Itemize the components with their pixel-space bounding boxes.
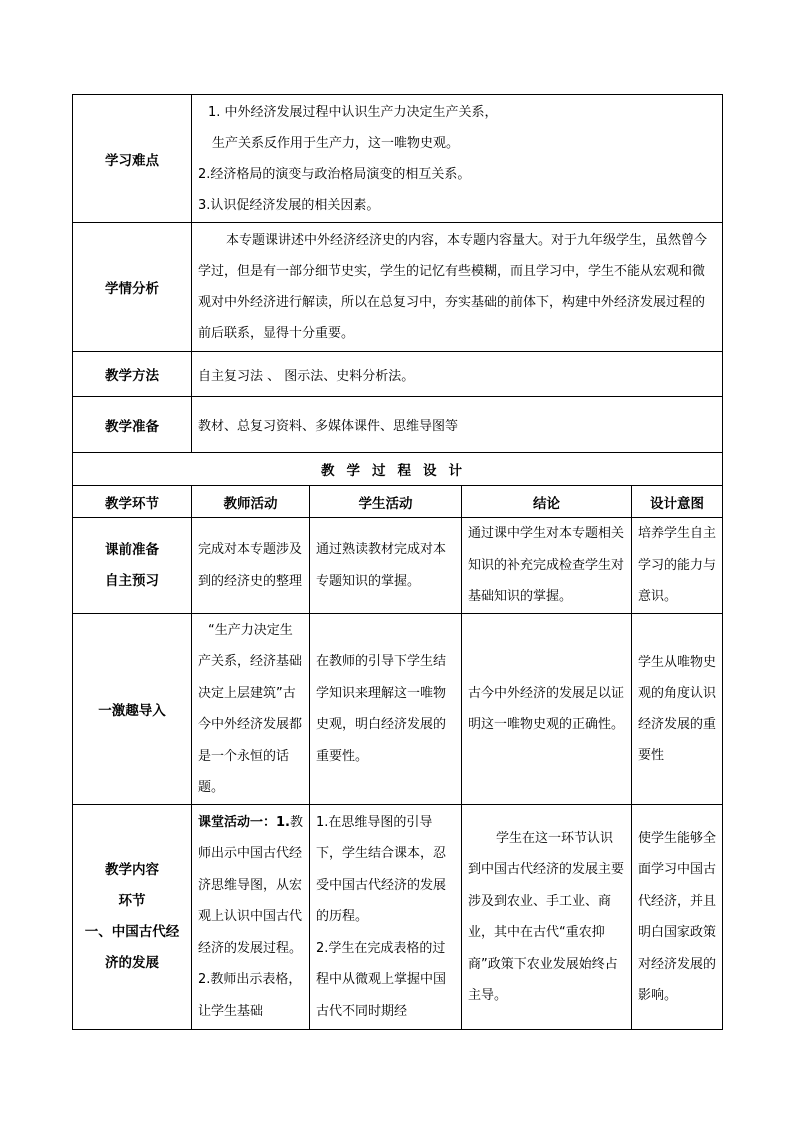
analysis-row bbox=[73, 223, 723, 352]
method-text: 自主复习法 、 图示法、史料分析法。 bbox=[192, 352, 723, 397]
conclusion: 学生在这一环节认识到中国古代经济的发展主要涉及到农业、手工业、商业，其中在古代“重农抑商”政策下农业发展始终占主导。 bbox=[462, 805, 632, 1030]
col-header-intent: 设计意图 bbox=[632, 486, 723, 518]
stage-line: 一、中国古代经 bbox=[84, 924, 180, 940]
analysis-text: 本专题课讲述中外经济经济史的内容，本专题内容量大。对于九年级学生，虽然曾今学过，但是有一部分细节史实，学生的记忆有些模糊，而且学习中，学生不能从宏观和微观对中外经济进行解读，所以在总复习中，夯实基础的前体下，构建中外经济发展过程的前后联系，显得十分重要。 bbox=[198, 233, 708, 341]
method-row bbox=[73, 352, 723, 397]
difficulty-label: 学习难点 bbox=[73, 95, 192, 223]
difficulty-line-2: 生产关系反作用于生产力，这一唯物史观。 bbox=[212, 135, 460, 151]
design-intent: 培养学生自主学习的能力与意识。 bbox=[632, 518, 723, 614]
teacher-activity-text: 教师出示中国古代经济思维导图，从宏观上认识中国古代经济的发展过程。2.教师出示表格，让学生基础 bbox=[198, 814, 303, 1019]
lesson-plan-table bbox=[72, 94, 723, 1030]
activity-heading: 课堂活动一：1. bbox=[198, 814, 290, 830]
stage-line: 一激趣导入 bbox=[98, 703, 166, 719]
teacher-activity: “生产力决定生产关系，经济基础决定上层建筑”古今中外经济发展都是一个永恒的话题。 bbox=[192, 614, 310, 805]
student-activity: 通过熟读教材完成对本专题知识的掌握。 bbox=[310, 518, 462, 614]
prep-label: 教学准备 bbox=[73, 397, 192, 453]
design-intent: 学生从唯物史观的角度认识经济发展的重要性 bbox=[632, 614, 723, 805]
conclusion: 通过课中学生对本专题相关知识的补充完成检查学生对基础知识的掌握。 bbox=[462, 518, 632, 614]
difficulty-line-4: 3.认识促经济发展的相关因素。 bbox=[198, 197, 380, 213]
design-title: 教学过程设计 bbox=[73, 453, 723, 486]
conclusion: 古今中外经济的发展足以证明这一唯物史观的正确性。 bbox=[462, 614, 632, 805]
col-header-student: 学生活动 bbox=[310, 486, 462, 518]
stage-cell bbox=[73, 805, 192, 1030]
student-activity: 1.在思维导图的引导下，学生结合课本，忍受中国古代经济的发展的历程。 2.学生在完成表格的过程中从微观上掌握中国古代不同时期经 bbox=[310, 805, 462, 1030]
col-header-stage: 教学环节 bbox=[73, 486, 192, 518]
stage-cell bbox=[73, 518, 192, 614]
design-title-row bbox=[73, 453, 723, 486]
difficulty-row bbox=[73, 95, 723, 223]
stage-line: 教学内容 bbox=[105, 862, 159, 878]
col-header-teacher: 教师活动 bbox=[192, 486, 310, 518]
student-activity: 在教师的引导下学生结学知识来理解这一唯物史观，明白经济发展的重要性。 bbox=[310, 614, 462, 805]
method-label: 教学方法 bbox=[73, 352, 192, 397]
stage-row-ancient-china bbox=[73, 805, 723, 1030]
stage-row-intro bbox=[73, 614, 723, 805]
difficulty-line-1: 1. 中外经济发展过程中认识生产力决定生产关系， bbox=[208, 104, 498, 120]
stage-line: 课前准备 bbox=[105, 541, 159, 558]
analysis-label: 学情分析 bbox=[73, 223, 192, 352]
stage-line: 自主预习 bbox=[105, 572, 159, 589]
header-row bbox=[73, 486, 723, 518]
col-header-conclusion: 结论 bbox=[462, 486, 632, 518]
difficulty-content bbox=[192, 95, 723, 223]
stage-line: 济的发展 bbox=[105, 955, 159, 971]
stage-cell bbox=[73, 614, 192, 805]
design-intent: 使学生能够全面学习中国古代经济，并且明白国家政策对经济发展的影响。 bbox=[632, 805, 723, 1030]
stage-line: 环节 bbox=[118, 893, 146, 909]
stage-row-preview bbox=[73, 518, 723, 614]
teacher-activity bbox=[192, 805, 310, 1030]
teacher-activity: 完成对本专题涉及到的经济史的整理 bbox=[192, 518, 310, 614]
difficulty-line-3: 2.经济格局的演变与政治格局演变的相互关系。 bbox=[198, 166, 471, 182]
prep-text: 教材、总复习资料、多媒体课件、思维导图等 bbox=[192, 397, 723, 453]
prep-row bbox=[73, 397, 723, 453]
